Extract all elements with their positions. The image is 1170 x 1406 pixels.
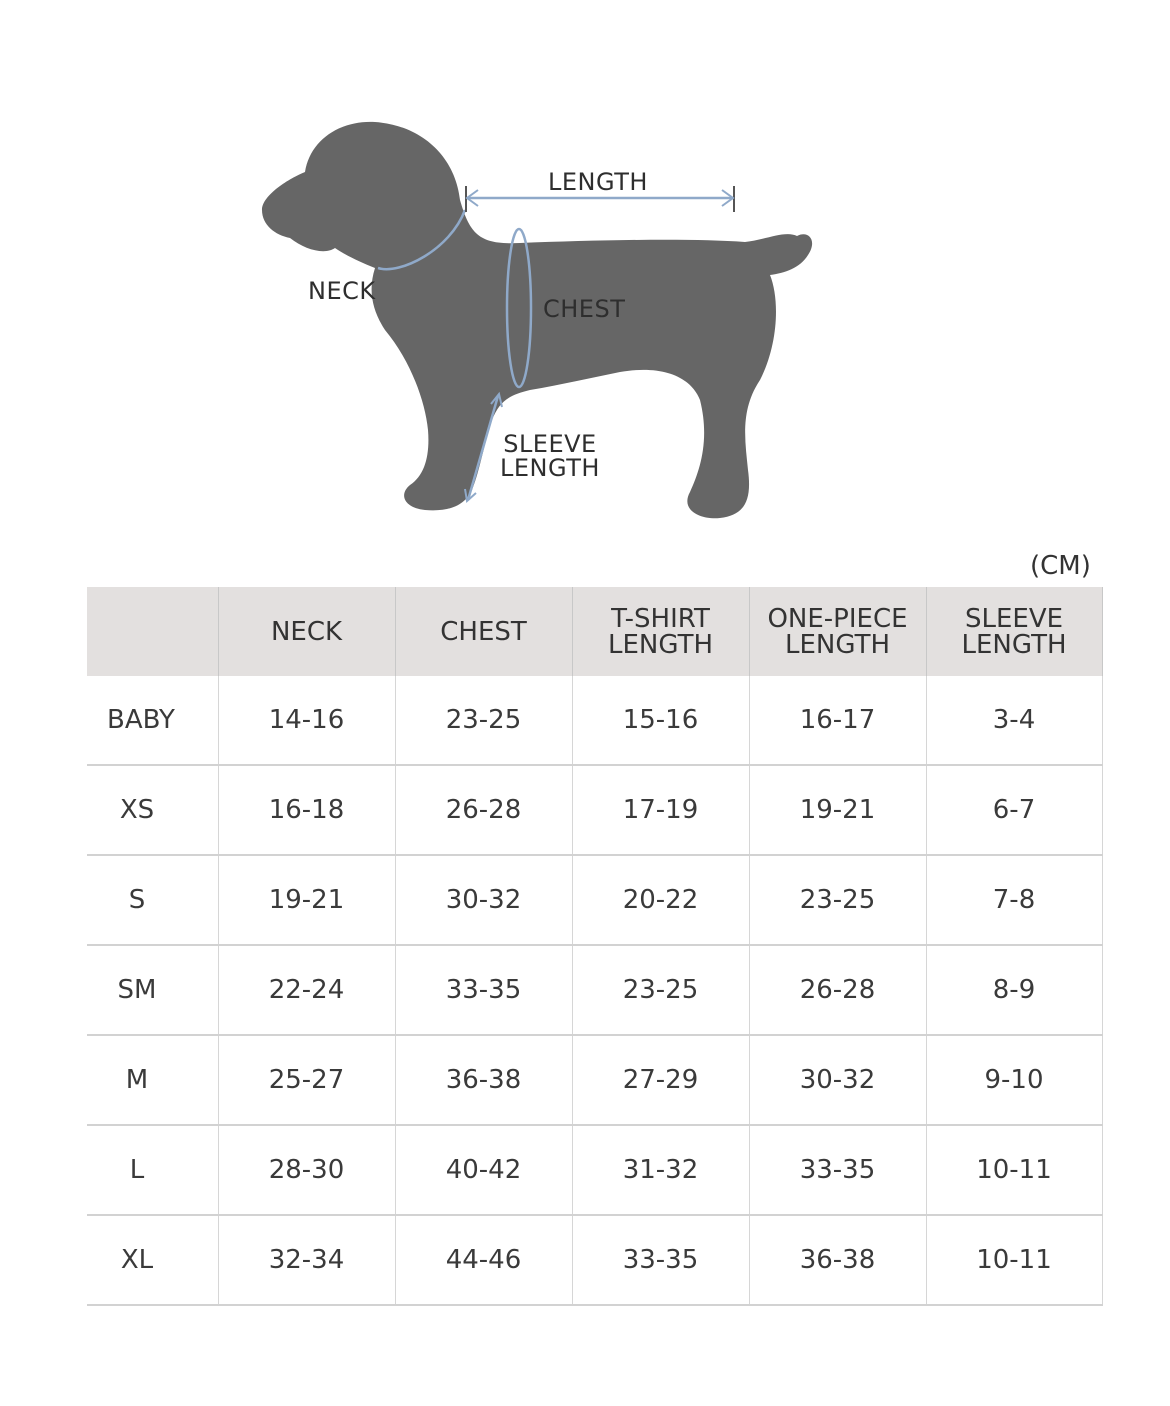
sleeve-length-cell: 10-11: [926, 1125, 1102, 1215]
neck-cell: 25-27: [218, 1035, 395, 1125]
size-chart-table: [87, 587, 1103, 1306]
neck-cell: 16-18: [218, 765, 395, 855]
header-one-piece-length: ONE-PIECE LENGTH: [749, 587, 926, 676]
chest-label: CHEST: [543, 295, 626, 323]
sleeve-length-label: [500, 432, 600, 480]
neck-cell: 32-34: [218, 1215, 395, 1305]
chest-cell: 30-32: [395, 855, 572, 945]
sleeve-length-cell: 7-8: [926, 855, 1102, 945]
chest-cell: 23-25: [395, 676, 572, 765]
neck-cell: 22-24: [218, 945, 395, 1035]
size-cell: BABY: [87, 676, 218, 765]
tshirt-length-cell: 27-29: [572, 1035, 749, 1125]
sleeve-length-cell: 6-7: [926, 765, 1102, 855]
dog-measurement-diagram: [0, 0, 1170, 560]
table-row: [87, 1035, 1102, 1125]
one-piece-length-cell: 19-21: [749, 765, 926, 855]
header-neck: NECK: [218, 587, 395, 676]
table-row: [87, 676, 1102, 765]
length-label: LENGTH: [548, 168, 648, 196]
sleeve-length-cell: 8-9: [926, 945, 1102, 1035]
one-piece-length-cell: 23-25: [749, 855, 926, 945]
one-piece-length-cell: 26-28: [749, 945, 926, 1035]
header-size: [87, 587, 218, 676]
chest-cell: 44-46: [395, 1215, 572, 1305]
table-row: [87, 1125, 1102, 1215]
table-header-row: [87, 587, 1102, 676]
size-cell: XL: [87, 1215, 218, 1305]
size-cell: SM: [87, 945, 218, 1035]
header-sleeve-length: SLEEVE LENGTH: [926, 587, 1102, 676]
chest-cell: 40-42: [395, 1125, 572, 1215]
table-row: [87, 855, 1102, 945]
table-row: [87, 1215, 1102, 1305]
size-cell: S: [87, 855, 218, 945]
tshirt-length-cell: 20-22: [572, 855, 749, 945]
sleeve-length-cell: 9-10: [926, 1035, 1102, 1125]
tshirt-length-cell: 23-25: [572, 945, 749, 1035]
chest-cell: 36-38: [395, 1035, 572, 1125]
one-piece-length-cell: 33-35: [749, 1125, 926, 1215]
table-row: [87, 765, 1102, 855]
tshirt-length-cell: 33-35: [572, 1215, 749, 1305]
chest-cell: 33-35: [395, 945, 572, 1035]
neck-cell: 28-30: [218, 1125, 395, 1215]
table-row: [87, 945, 1102, 1035]
tshirt-length-cell: 17-19: [572, 765, 749, 855]
header-tshirt-length: T-SHIRT LENGTH: [572, 587, 749, 676]
neck-label: NECK: [308, 277, 376, 305]
neck-cell: 14-16: [218, 676, 395, 765]
tshirt-length-cell: 15-16: [572, 676, 749, 765]
size-cell: XS: [87, 765, 218, 855]
size-cell: L: [87, 1125, 218, 1215]
sleeve-label-line2: LENGTH: [500, 454, 600, 482]
sleeve-label-line1: SLEEVE: [503, 430, 597, 458]
sleeve-length-cell: 3-4: [926, 676, 1102, 765]
one-piece-length-cell: 36-38: [749, 1215, 926, 1305]
one-piece-length-cell: 30-32: [749, 1035, 926, 1125]
unit-label: (CM): [1030, 551, 1091, 581]
tshirt-length-cell: 31-32: [572, 1125, 749, 1215]
sleeve-length-cell: 10-11: [926, 1215, 1102, 1305]
size-cell: M: [87, 1035, 218, 1125]
header-chest: CHEST: [395, 587, 572, 676]
one-piece-length-cell: 16-17: [749, 676, 926, 765]
chest-cell: 26-28: [395, 765, 572, 855]
neck-cell: 19-21: [218, 855, 395, 945]
